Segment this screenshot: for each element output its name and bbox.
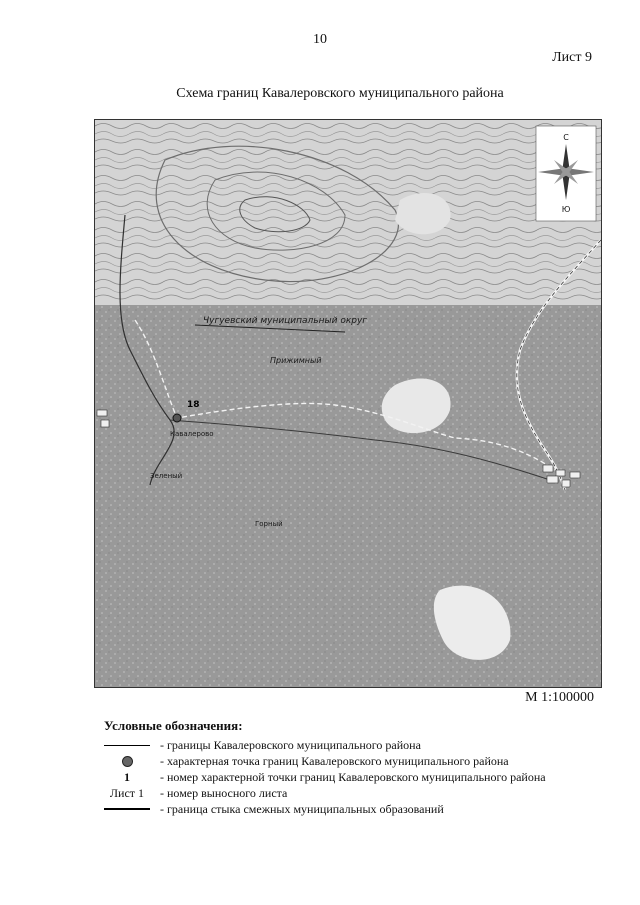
page-number: 10 [313, 32, 327, 47]
legend-item [104, 737, 546, 753]
legend-item [104, 801, 546, 817]
legend-title: Условные обозначения: [104, 718, 243, 733]
boundary-line-symbol [104, 745, 150, 746]
legend-text: - характерная точка границ Кавалеровского муниципального района [160, 753, 509, 768]
place-label: Кавалерово [170, 430, 214, 438]
boundary-point-18 [173, 414, 181, 422]
legend [104, 718, 546, 817]
district-label: Чугуевский муниципальный округ [203, 316, 368, 326]
map-frame [94, 119, 602, 688]
legend-item [104, 785, 546, 801]
sheet-number-symbol: Лист 1 [109, 785, 145, 800]
page-title: Схема границ Кавалеровского муниципального района [176, 86, 504, 101]
map-scale: М 1:100000 [525, 690, 594, 705]
legend-text: - границы Кавалеровского муниципального района [160, 737, 421, 752]
boundary-point-number: 18 [187, 400, 200, 410]
legend-text: - номер выносного листа [160, 785, 288, 800]
place-label: Зеленый [150, 472, 183, 480]
compass-north: С [563, 133, 569, 142]
compass-south: Ю [561, 205, 571, 214]
clearing [395, 193, 451, 234]
junction-line-symbol [104, 808, 150, 810]
map-image [95, 120, 601, 687]
legend-item [104, 769, 546, 785]
legend-text: - номер характерной точки границ Кавалеровского муниципального района [160, 769, 546, 784]
place-label: Горный [255, 520, 283, 528]
legend-text: - граница стыка смежных муниципальных образований [160, 801, 444, 816]
legend-item [104, 753, 546, 769]
sheet-label: Лист 9 [552, 50, 592, 65]
terrain-north-relief [95, 120, 601, 305]
place-label: Прижимный [270, 356, 322, 365]
compass-rose [536, 126, 596, 221]
point-symbol [104, 756, 150, 767]
point-number-symbol: 1 [124, 769, 130, 784]
